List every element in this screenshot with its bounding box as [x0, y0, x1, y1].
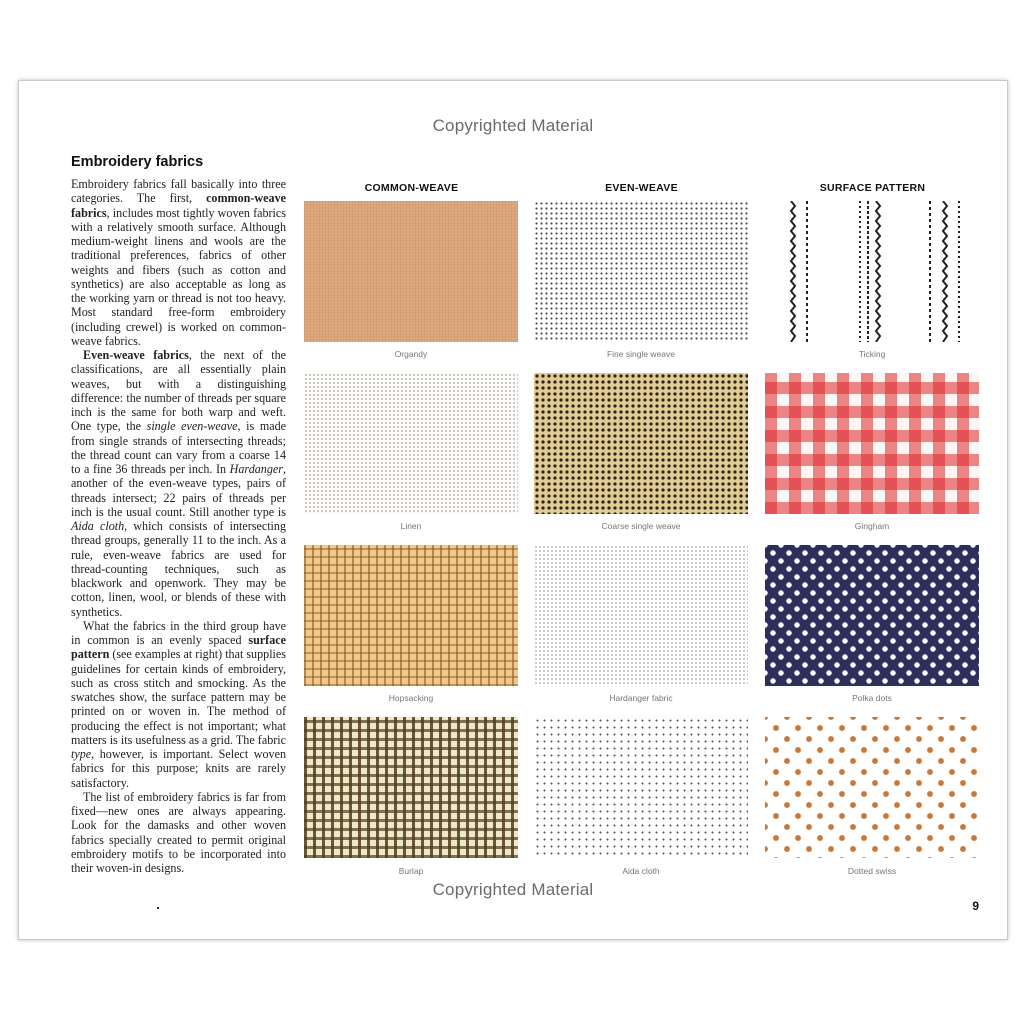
body-paragraph: [71, 348, 286, 619]
swatch-dotted-swiss: [765, 717, 979, 858]
swatch-organdy: [304, 201, 518, 342]
text-run: , which consists of intersecting thread groups, generally 11 to the inch. As a rule, even-weave fabrics are used for thread-counting techniques, such as blackwork and openwork. They may be cotton, linen, wool, or blends of these with synthetics.: [71, 519, 287, 619]
body-paragraph: [71, 177, 286, 348]
bold-term: Even-weave fabrics: [83, 348, 189, 362]
text-run: The list of embroidery fabrics is far from fixed—new ones are always appearing. Look for the damasks and other woven fabrics specially created to permit original embroidery motifs to be incorporated into their woven-in designs.: [71, 789, 286, 875]
text-run: (see examples at right) that supplies guidelines for certain kinds of embroidery, such as cross stitch and smocking. As the swatches show, the surface pattern may be printed on or woven in. The method of producing the effect is not important; what matters is its usefulness as a grid. The fabric: [71, 647, 286, 747]
caption-burlap: Burlap: [398, 866, 424, 876]
column-heading-even-weave: EVEN-WEAVE: [605, 182, 678, 194]
text-run: , is made from single strands of intersecting threads; the thread count can vary from a coarse 14 to a fine 36 threads per inch. In: [71, 419, 287, 476]
copyright-watermark-top: Copyrighted Material: [432, 116, 594, 135]
column-heading-surface-pattern: SURFACE PATTERN: [819, 182, 926, 194]
column-heading-common-weave: COMMON-WEAVE: [364, 182, 459, 194]
italic-term: Hardanger: [229, 462, 283, 476]
swatch-linen: [304, 373, 518, 514]
text-run: , the next of the classifications, are all essentially plain weaves, but with a distinguishing difference: the number of threads per square inch is the same for both warp and weft. One type, the: [71, 348, 286, 434]
caption-linen: Linen: [400, 521, 422, 531]
italic-term: single even-weave: [146, 419, 238, 434]
swatch-fine-single-weave: [534, 201, 748, 342]
body-paragraph: [71, 790, 286, 876]
caption-fine-single-weave: Fine single weave: [606, 349, 676, 359]
caption-coarse-single-weave: Coarse single weave: [601, 521, 681, 531]
swatch-hopsacking: [304, 545, 518, 686]
caption-hardanger-fabric: Hardanger fabric: [609, 693, 673, 703]
caption-gingham: Gingham: [854, 521, 890, 531]
caption-aida-cloth: Aida cloth: [622, 866, 660, 876]
swatch-aida-cloth: [534, 717, 748, 858]
body-text: [71, 177, 286, 875]
text-run: , another of the even-weave types, pairs of threads intersect; 22 pairs of threads per inch is the usual count. Still another type is: [71, 462, 286, 519]
bold-term: common-weave fabrics: [71, 191, 286, 220]
caption-dotted-swiss: Dotted swiss: [847, 866, 897, 876]
book-page: [18, 80, 1008, 940]
ticking-stripes: [765, 201, 979, 342]
copyright-watermark-bottom: Copyrighted Material: [432, 880, 594, 899]
text-run: , however, is important. Select woven fabrics for this purpose; knits are rarely satisfactory.: [71, 747, 286, 790]
swatch-hardanger-fabric: [534, 545, 748, 686]
swatch-ticking: [765, 201, 979, 342]
swatch-polka-dots: [765, 545, 979, 686]
swatch-gingham: [765, 373, 979, 514]
page-number: 9: [972, 899, 979, 913]
caption-ticking: Ticking: [858, 349, 886, 359]
print-mark: [157, 907, 159, 909]
caption-hopsacking: Hopsacking: [388, 693, 434, 703]
swatch-burlap: [304, 717, 518, 858]
caption-organdy: Organdy: [394, 349, 428, 359]
section-heading: Embroidery fabrics: [71, 154, 204, 170]
text-run: What the fabrics in the third group have in common is an evenly spaced: [71, 618, 286, 647]
bold-term: surface pattern: [71, 633, 286, 662]
caption-polka-dots: Polka dots: [852, 693, 892, 703]
body-paragraph: [71, 619, 286, 790]
italic-term: type: [71, 747, 92, 761]
italic-term: Aida cloth: [71, 519, 125, 533]
text-run: Embroidery fabrics fall basically into three categories. The first,: [71, 177, 286, 206]
swatch-coarse-single-weave: [534, 373, 748, 514]
text-run: , includes most tightly woven fabrics with a relatively smooth surface. Although medium-weight linens and wools are the traditional preferences, fabrics of other weights and fibers (such as cotton and synthetics) are also acceptable as long as the working yarn or thread is not too heavy. Most standard free-form embroidery (including crewel) is worked on common-weave fabrics.: [71, 205, 286, 348]
